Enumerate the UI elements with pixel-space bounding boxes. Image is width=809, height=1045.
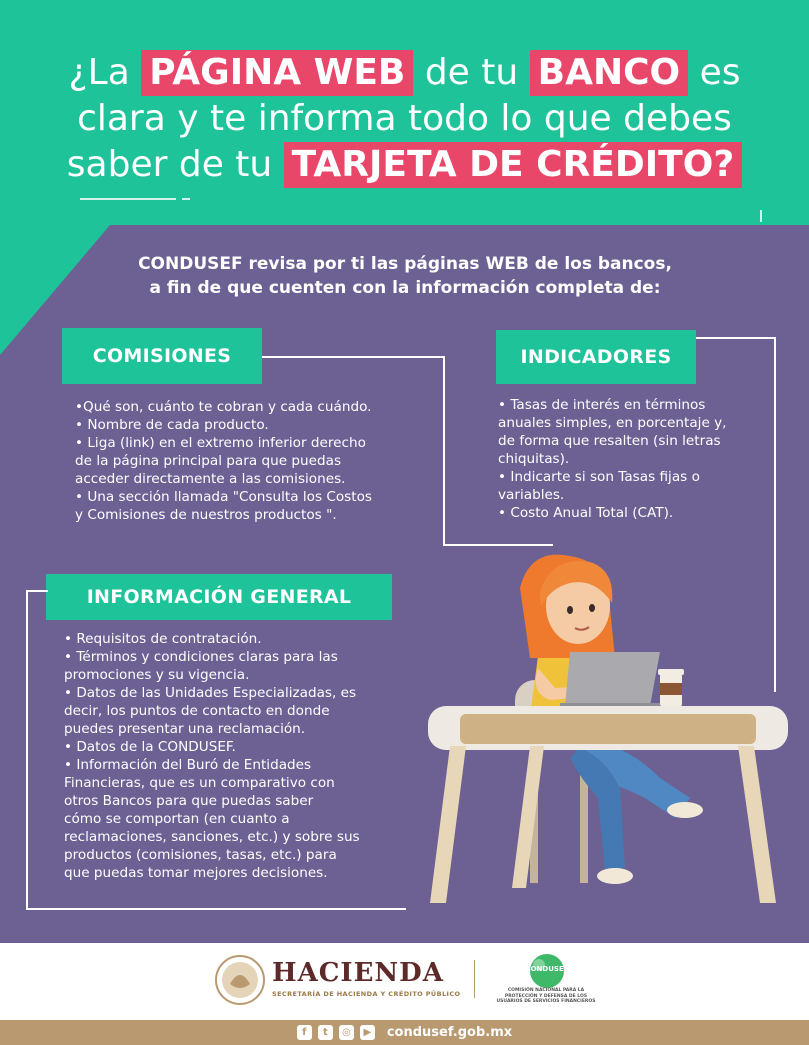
hacienda-logo-text: HACIENDA: [272, 958, 444, 988]
instagram-icon[interactable]: ◎: [339, 1025, 354, 1040]
comisiones-title: COMISIONES: [92, 345, 232, 367]
comisiones-list: [75, 398, 435, 524]
connector-line: [443, 356, 445, 546]
list-item: • Nombre de cada producto.: [75, 417, 269, 433]
list-item: • Liga (link) en el extremo inferior derecho de la página principal para que puedas acceder directamente a las comisiones.: [75, 435, 366, 487]
list-item: • Una sección llamada "Consulta los Costos y Comisiones de nuestros productos ".: [75, 489, 372, 523]
headline-highlight: TARJETA DE CRÉDITO?: [284, 142, 743, 188]
indicadores-label: [496, 330, 696, 384]
condusef-subtitle: COMISIÓN NACIONAL PARA LA PROTECCIÓN Y DEFENSA DE LOS USUARIOS DE SERVICIOS FINANCIEROS: [496, 988, 596, 1004]
list-item: •Qué son, cuánto te cobran y cada cuándo.: [75, 399, 372, 415]
footer-divider: [474, 960, 475, 998]
headline-text: saber de tu: [66, 144, 273, 185]
headline-highlight: BANCO: [530, 50, 688, 96]
mexico-seal-icon: [214, 954, 266, 1006]
connector-line: [26, 590, 48, 592]
condusef-logo-text: CONDUSEF: [525, 965, 569, 973]
headline-text: clara y te informa todo lo que debes: [77, 98, 732, 139]
website-link[interactable]: condusef.gob.mx: [386, 1025, 513, 1040]
headline-highlight: PÁGINA WEB: [141, 50, 413, 96]
girl-at-desk-illustration: [420, 548, 800, 908]
informacion-general-title: INFORMACIÓN GENERAL: [86, 586, 352, 608]
list-item: • Términos y condiciones claras para las promociones y su vigencia.: [64, 649, 338, 683]
list-item: • Información del Buró de Entidades Financieras, que es un comparativo con otros Bancos para que puedas saber cómo se comportan (en cuanto a reclamaciones, sanciones, etc.) y sobre sus productos (comisiones, tasas, etc.) para que puedas tomar mejores decisiones.: [64, 757, 360, 881]
intro-line: a fin de que cuenten con la información completa de:: [149, 278, 661, 298]
connector-line: [696, 337, 776, 339]
decorative-dash: [80, 198, 176, 200]
facebook-icon[interactable]: f: [297, 1025, 312, 1040]
decorative-dash: [760, 210, 762, 222]
list-item: • Indicarte si son Tasas fijas o variables.: [498, 469, 700, 503]
headline-text: es: [699, 52, 741, 93]
social-bar: [0, 1020, 809, 1045]
intro-text: [60, 252, 750, 300]
list-item: • Datos de las Unidades Especializadas, es decir, los puntos de contacto en donde puedes presentar una reclamación.: [64, 685, 357, 737]
list-item: • Requisitos de contratación.: [64, 631, 262, 647]
connector-line: [443, 544, 553, 546]
hacienda-subtitle: SECRETARÍA DE HACIENDA Y CRÉDITO PÚBLICO: [272, 990, 461, 998]
connector-line: [26, 908, 406, 910]
comisiones-label: [62, 328, 262, 384]
informacion-general-list: [64, 630, 404, 882]
headline: [0, 50, 809, 188]
list-item: • Costo Anual Total (CAT).: [498, 505, 674, 521]
twitter-icon[interactable]: t: [318, 1025, 333, 1040]
connector-line: [26, 590, 28, 910]
connector-line: [262, 356, 445, 358]
headline-text: ¿La: [68, 52, 130, 93]
intro-line: CONDUSEF revisa por ti las páginas WEB de los bancos,: [138, 254, 672, 274]
list-item: • Tasas de interés en términos anuales simples, en porcentaje y, de forma que resalten (sin letras chiquitas).: [498, 397, 727, 467]
list-item: • Datos de la CONDUSEF.: [64, 739, 236, 755]
indicadores-list: [498, 396, 768, 522]
informacion-general-label: [46, 574, 392, 620]
headline-text: de tu: [424, 52, 519, 93]
indicadores-title: INDICADORES: [520, 346, 672, 368]
youtube-icon[interactable]: ▶: [360, 1025, 375, 1040]
decorative-dash: [182, 198, 190, 200]
